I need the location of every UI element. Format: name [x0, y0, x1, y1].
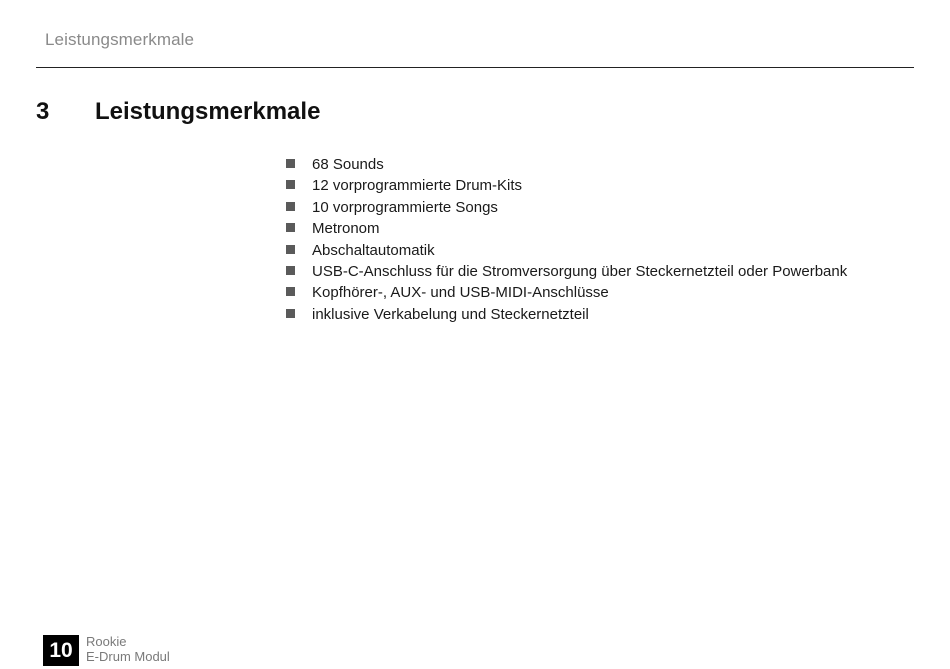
square-bullet-icon [286, 223, 295, 232]
chapter-title: Leistungsmerkmale [95, 98, 321, 125]
feature-text: Abschaltautomatik [312, 241, 435, 259]
feature-list-item [286, 154, 847, 175]
feature-list-item [286, 175, 847, 196]
square-bullet-icon [286, 245, 295, 254]
feature-list-item [286, 218, 847, 239]
feature-text: inklusive Verkabelung und Steckernetzteil [312, 305, 589, 323]
running-header-title: Leistungsmerkmale [45, 30, 195, 49]
footer-product-line-1: Rookie [86, 634, 127, 649]
square-bullet-icon [286, 159, 295, 168]
feature-text: Kopfhörer-, AUX- und USB-MIDI-Anschlüsse [312, 284, 609, 302]
feature-text: 10 vorprogrammierte Songs [312, 198, 498, 216]
square-bullet-icon [286, 180, 295, 189]
feature-text: Metronom [312, 220, 380, 238]
feature-list-item [286, 282, 847, 303]
feature-text: 68 Sounds [312, 156, 384, 173]
footer-product-name [86, 634, 170, 664]
square-bullet-icon [286, 266, 295, 275]
feature-list-item [286, 261, 847, 282]
feature-text: USB-C-Anschluss für die Stromversorgung über Steckernetzteil oder Powerbank [312, 262, 848, 280]
square-bullet-icon [286, 202, 295, 211]
chapter-heading [36, 98, 320, 126]
square-bullet-icon [286, 309, 295, 318]
feature-list-item [286, 240, 847, 261]
feature-list-item [286, 197, 847, 218]
feature-list-item [286, 304, 847, 325]
footer-product-line-2: E-Drum Modul [86, 649, 170, 664]
page-number: 10 [43, 635, 79, 666]
chapter-number: 3 [36, 98, 50, 125]
feature-text: 12 vorprogrammierte Drum-Kits [312, 177, 523, 195]
header-divider [36, 67, 914, 68]
square-bullet-icon [286, 287, 295, 296]
feature-list [286, 154, 847, 325]
